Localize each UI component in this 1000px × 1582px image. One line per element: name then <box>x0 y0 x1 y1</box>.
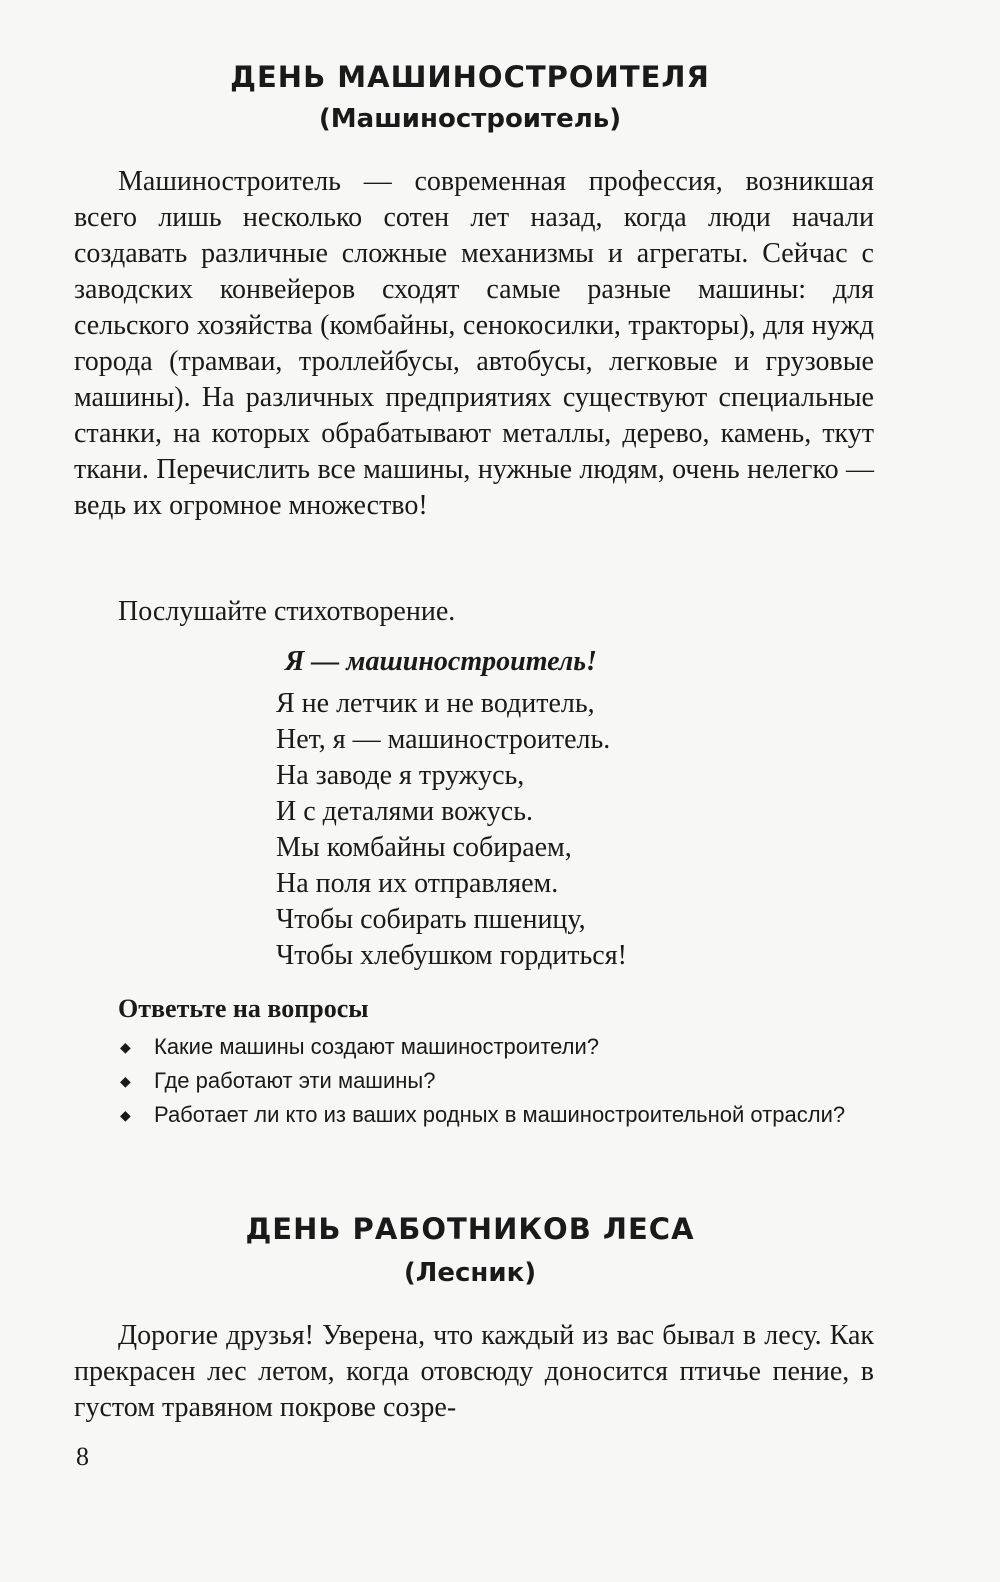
questions-list <box>118 1030 908 1132</box>
page-number: 8 <box>76 1442 89 1471</box>
poem <box>276 686 627 974</box>
poem-title: Я — машиностроитель! <box>285 646 597 677</box>
question-text: Работает ли кто из ваших родных в машиностроительной отрасли? <box>154 1102 846 1127</box>
section-title-forest-workers-day: ДЕНЬ РАБОТНИКОВ ЛЕСА <box>245 1212 695 1246</box>
poem-line: Я не летчик и не водитель, <box>276 688 595 719</box>
question-item <box>118 1030 908 1064</box>
forest-paragraph: Дорогие друзья! Уверена, что каждый из вас бывал в лесу. Как прекрасен лес летом, когда отовсюду доносится птичье пение, в густом травяном покрове созре- <box>74 1320 874 1423</box>
poem-line: На поля их отправляем. <box>276 868 559 899</box>
poem-line: Нет, я — машиностроитель. <box>276 724 611 755</box>
question-item <box>118 1098 908 1132</box>
poem-intro: Послушайте стихотворение. <box>118 596 456 627</box>
diamond-bullet-icon: ◆ <box>120 1107 131 1123</box>
poem-line: Мы комбайны собираем, <box>276 832 572 863</box>
section-subtitle-forester: (Лесник) <box>403 1258 537 1288</box>
poem-line: Чтобы собирать пшеницу, <box>276 904 586 935</box>
question-item <box>118 1064 908 1098</box>
question-text: Какие машины создают машиностроители? <box>154 1034 600 1059</box>
questions-title: Ответьте на вопросы <box>118 994 369 1023</box>
poem-line: На заводе я тружусь, <box>276 760 525 791</box>
poem-line: Чтобы хлебушком гордиться! <box>276 940 627 971</box>
section-subtitle-machine-builder: (Машиностроитель) <box>318 104 622 134</box>
poem-line: И с деталями вожусь. <box>276 796 534 827</box>
section-title-machine-builder-day: ДЕНЬ МАШИНОСТРОИТЕЛЯ <box>230 60 710 94</box>
diamond-bullet-icon: ◆ <box>120 1039 131 1055</box>
question-text: Где работают эти машины? <box>154 1068 436 1093</box>
diamond-bullet-icon: ◆ <box>120 1073 131 1089</box>
intro-paragraph: Машиностроитель — современная профессия, возникшая всего лишь несколько сотен лет назад, когда люди начали создавать различные сложные механизмы и агрегаты. Сейчас с заводских конвейеров сходят самые разные машины: для сельского хозяйства (комбайны, сенокосилки, тракторы), для нужд города (трамваи, троллейбусы, автобусы, легковые и грузовые машины). На различных предприятиях существуют специальные станки, на которых обрабатывают металлы, дерево, камень, ткут ткани. Перечислить все машины, нужные людям, очень нелегко — ведь их огромное множество! <box>74 166 874 521</box>
